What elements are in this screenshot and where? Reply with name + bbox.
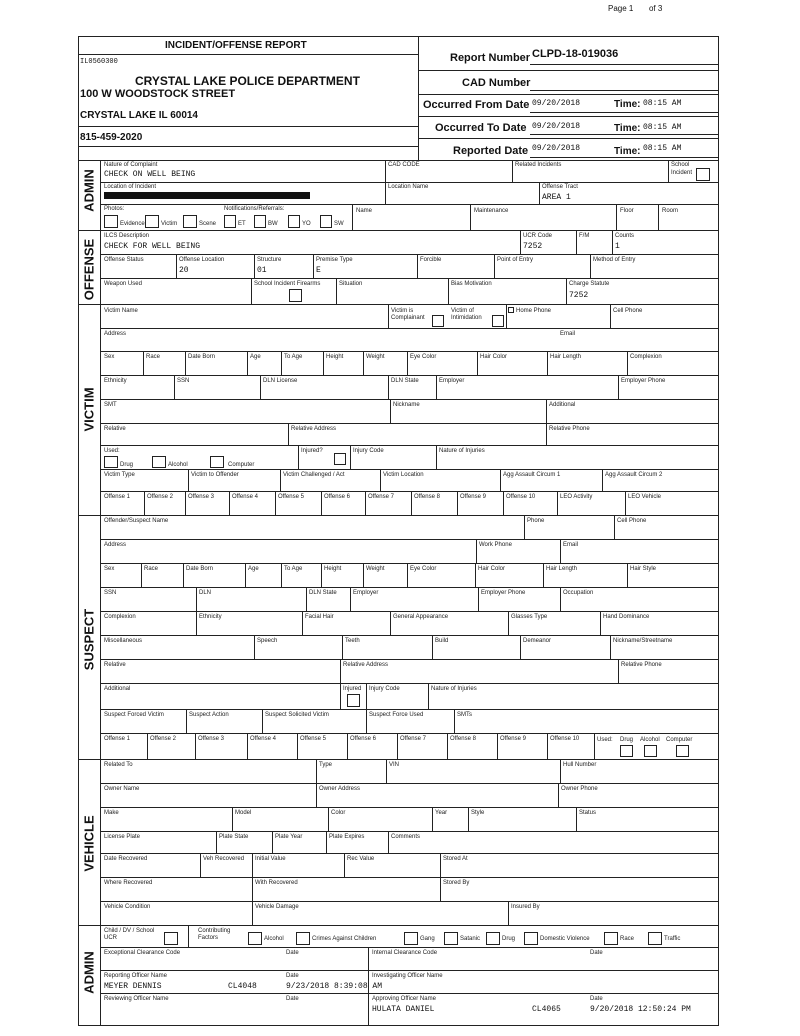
counts-value: 1 — [615, 242, 620, 251]
v-agg1-label: Agg Assault Circum 1 — [503, 472, 561, 478]
veh-status-label: Status — [579, 810, 597, 816]
home-phone-label: Home Phone — [516, 308, 552, 314]
offense-location-label: Offense Location — [179, 257, 225, 263]
s-general-app-label: General Appearance — [393, 614, 449, 620]
veh-where-recovered-label: Where Recovered — [104, 880, 153, 886]
reviewing-label: Reviewing Officer Name — [104, 996, 169, 1002]
victim-intim-checkbox[interactable] — [492, 315, 504, 327]
reporting-id: CL4048 — [228, 982, 257, 991]
factor-dv-label: Domestic Violence — [540, 936, 590, 942]
factor-children-label: Crimes Against Children — [312, 936, 377, 942]
related-label: Related Incidents — [515, 162, 562, 168]
photo-scene-checkbox[interactable] — [183, 215, 197, 228]
charge-label: Charge Statute — [569, 281, 610, 287]
premise-label: Premise Type — [316, 257, 353, 263]
factor-alcohol-label: Alcohol — [264, 936, 284, 942]
room-label: Room — [662, 208, 679, 214]
location-name-label: Location Name — [388, 184, 429, 190]
exceptional-label: Exceptional Clearance Code — [104, 950, 181, 956]
v-offense-label-1: Offense 1 — [104, 494, 130, 500]
s-offense-label-4: Offense 4 — [250, 736, 276, 742]
v-nature-injuries-label: Nature of Injuries — [439, 448, 485, 454]
s-row3-label-11: Hair Style — [630, 566, 657, 572]
v-injury-code-label: Injury Code — [353, 448, 384, 454]
veh-owner-name-label: Owner Name — [104, 786, 140, 792]
veh-owner-address-label: Owner Address — [319, 786, 361, 792]
v-offense-label-10: Offense 10 — [506, 494, 536, 500]
v-offense-label-11: LEO Activity — [560, 494, 593, 500]
section-admin-bottom: ADMIN — [81, 951, 97, 994]
page-number: Page 1 of 3 — [608, 4, 663, 13]
occurred-from-date: 09/20/2018 — [532, 99, 581, 108]
v-row3-label-7: Weight — [366, 354, 385, 360]
v-row3-label-6: Height — [326, 354, 344, 360]
v-victim-type-label: Victim Type — [104, 472, 135, 478]
internal-date-label: Date — [590, 950, 603, 956]
veh-related-label: Related To — [104, 762, 133, 768]
counts-label: Counts — [615, 233, 635, 239]
notif-sw-checkbox[interactable] — [320, 215, 332, 228]
victim-is-checkbox[interactable] — [432, 315, 444, 327]
reporting-name: MEYER DENNIS — [104, 982, 162, 991]
s-email-label: Email — [563, 542, 579, 548]
bias-label: Bias Motivation — [451, 281, 492, 287]
location-label: Location of Incident — [104, 184, 157, 190]
home-phone-checkbox[interactable] — [508, 307, 514, 313]
v-agg2-label: Agg Assault Circum 2 — [605, 472, 663, 478]
v-used-label: Used: — [104, 448, 120, 454]
veh-vin-label: VIN — [389, 762, 400, 768]
reported-date: 09/20/2018 — [532, 144, 581, 153]
offense-tract-label: Offense Tract — [542, 184, 578, 190]
factor-dv-checkbox[interactable] — [524, 932, 538, 945]
school-label: School — [671, 162, 690, 168]
victim-intim-label: Victim of Intimidation — [451, 308, 482, 321]
v-employer-phone-label: Employer Phone — [621, 378, 666, 384]
v-dln-state-label: DLN State — [391, 378, 419, 384]
v-victim-offender-label: Victim to Offender — [191, 472, 239, 478]
v-row3-label-5: To Age — [284, 354, 303, 360]
occurred-to-time-label: Time: — [614, 123, 641, 134]
victim-email-label: Email — [560, 331, 576, 337]
form-title: INCIDENT/OFFENSE REPORT — [165, 40, 307, 51]
v-offense-label-2: Offense 2 — [147, 494, 173, 500]
notif-bw-label: BW — [268, 221, 278, 227]
s-build-label: Build — [435, 638, 449, 644]
v-nickname-label: Nickname — [393, 402, 420, 408]
ori-number: IL0560300 — [80, 58, 118, 66]
v-used-alcohol-label: Alcohol — [168, 462, 188, 468]
exceptional-date-label: Date — [286, 950, 299, 956]
v-used-drug-label: Drug — [120, 462, 134, 468]
s-facial-hair-label: Facial Hair — [305, 614, 334, 620]
name-label: Name — [356, 208, 373, 214]
s-glasses-label: Glasses Type — [511, 614, 548, 620]
s-row3-label-8: Eye Color — [410, 566, 437, 572]
s-ethnicity-label: Ethnicity — [199, 614, 222, 620]
forcible-label: Forcible — [420, 257, 442, 263]
s-suspect-action-label: Suspect Action — [189, 712, 229, 718]
investigating-label: Investigating Officer Name — [372, 973, 443, 979]
v-used-computer-checkbox[interactable] — [210, 456, 224, 468]
s-teeth-label: Teeth — [345, 638, 360, 644]
veh-plate-year-label: Plate Year — [275, 834, 303, 840]
s-used-computer-checkbox[interactable] — [676, 745, 689, 757]
notif-et-label: ET — [238, 221, 246, 227]
veh-init-value-label: Initial Value — [255, 856, 286, 862]
v-row3-label-10: Hair Length — [550, 354, 582, 360]
s-nickname-label: Nickname/Streetname — [613, 638, 673, 644]
child-checkbox[interactable] — [164, 932, 178, 945]
s-relative-phone-label: Relative Phone — [621, 662, 662, 668]
photo-evidence-checkbox[interactable] — [104, 215, 118, 228]
section-suspect: SUSPECT — [81, 608, 97, 671]
s-relative-label: Relative — [104, 662, 126, 668]
v-ethnicity-label: Ethnicity — [104, 378, 127, 384]
s-offense-label-5: Offense 5 — [300, 736, 326, 742]
s-row3-label-9: Hair Color — [478, 566, 506, 572]
s-solicited-label: Suspect Solicited Victim — [265, 712, 329, 718]
agency-address2: CRYSTAL LAKE IL 60014 — [80, 110, 198, 121]
s-ssn-label: SSN — [104, 590, 117, 596]
ucr-value: 7252 — [523, 242, 543, 251]
ilcs-value: CHECK FOR WELL BEING — [104, 242, 201, 251]
victim-is-label: Victim is Complainant — [391, 308, 425, 321]
incident-label: Incident — [671, 170, 693, 176]
v-used-drug-checkbox[interactable] — [104, 456, 118, 468]
approving-name: HULATA DANIEL — [372, 1005, 435, 1014]
offense-status-label: Offense Status — [104, 257, 144, 263]
veh-date-recovered-label: Date Recovered — [104, 856, 148, 862]
v-offense-label-6: Offense 6 — [324, 494, 350, 500]
veh-hull-label: Hull Number — [563, 762, 597, 768]
v-offense-label-12: LEO Vehicle — [628, 494, 662, 500]
s-forced-victim-label: Suspect Forced Victim — [104, 712, 164, 718]
s-row3-label-6: Height — [324, 566, 342, 572]
section-vehicle: VEHICLE — [81, 815, 97, 872]
v-row3-label-9: Hair Color — [480, 354, 508, 360]
veh-insured-label: Insured By — [511, 904, 540, 910]
v-injured-checkbox[interactable] — [334, 453, 346, 465]
s-force-used-label: Suspect Force Used — [369, 712, 424, 718]
s-address-label: Address — [104, 542, 127, 548]
s-offense-label-1: Offense 1 — [104, 736, 130, 742]
v-offense-label-8: Offense 8 — [414, 494, 440, 500]
s-offense-label-7: Offense 7 — [400, 736, 426, 742]
v-offense-label-3: Offense 3 — [188, 494, 214, 500]
v-row3-label-11: Complexion — [630, 354, 662, 360]
agency-name: CRYSTAL LAKE POLICE DEPARTMENT — [135, 74, 360, 88]
s-smts-label: SMTs — [457, 712, 472, 718]
s-employer-phone-label: Employer Phone — [481, 590, 526, 596]
veh-stored-by-label: Stored By — [443, 880, 470, 886]
occurred-from-time-label: Time: — [614, 99, 641, 110]
v-smt-label: SMT — [104, 402, 117, 408]
notif-sw-label: SW — [334, 221, 344, 227]
occurred-from-label: Occurred From Date — [423, 99, 530, 111]
v-relative-address-label: Relative Address — [291, 426, 337, 432]
s-offense-label-9: Offense 9 — [500, 736, 526, 742]
factor-gang-checkbox[interactable] — [404, 932, 418, 945]
nature-value: CHECK ON WELL BEING — [104, 170, 196, 179]
notif-yo-label: YO — [302, 221, 311, 227]
s-used-label: Used: — [597, 737, 613, 743]
section-victim: VICTIM — [81, 387, 97, 432]
charge-value: 7252 — [569, 291, 589, 300]
s-injured-checkbox[interactable] — [347, 694, 360, 707]
s-offense-label-8: Offense 8 — [450, 736, 476, 742]
s-complexion-label: Complexion — [104, 614, 136, 620]
fm-label: F/M — [579, 233, 590, 239]
s-misc-label: Miscellaneous — [104, 638, 143, 644]
s-additional-label: Additional — [104, 686, 131, 692]
factor-satanic-checkbox[interactable] — [444, 932, 458, 945]
v-row3-label-2: Race — [146, 354, 161, 360]
notif-yo-checkbox[interactable] — [288, 215, 300, 228]
factor-drug-label: Drug — [502, 936, 516, 942]
agency-phone: 815-459-2020 — [80, 132, 143, 143]
s-row3-label-10: Hair Length — [546, 566, 578, 572]
factor-drug-checkbox[interactable] — [486, 932, 500, 945]
v-offense-label-9: Offense 9 — [460, 494, 486, 500]
ilcs-label: ILCS Description — [104, 233, 150, 239]
veh-plate-exp-label: Plate Expires — [329, 834, 365, 840]
section-offense: OFFENSE — [81, 238, 97, 301]
agency-address1: 100 W WOODSTOCK STREET — [80, 88, 236, 100]
school-firearms-checkbox[interactable] — [289, 289, 302, 302]
school-firearms-label: School Incident Firearms — [254, 281, 321, 287]
maintenance-label: Maintenance — [474, 208, 509, 214]
s-phone-label: Phone — [527, 518, 545, 524]
s-speech-label: Speech — [257, 638, 278, 644]
approving-date-label: Date — [590, 996, 603, 1002]
veh-model-label: Model — [235, 810, 252, 816]
s-row3-label-2: Race — [144, 566, 159, 572]
s-offense-label-3: Offense 3 — [198, 736, 224, 742]
s-dln-state-label: DLN State — [309, 590, 337, 596]
factor-race-label: Race — [620, 936, 635, 942]
v-injured-label: Injured? — [301, 448, 323, 454]
photos-label: Photos: — [104, 206, 125, 212]
reporting-date-label: Date — [286, 973, 299, 979]
structure-value: 01 — [257, 266, 267, 275]
s-work-phone-label: Work Phone — [479, 542, 512, 548]
s-nature-injuries-label: Nature of Injuries — [431, 686, 477, 692]
reported-label: Reported Date — [453, 145, 529, 157]
reported-time: 08:15 AM — [643, 144, 682, 153]
reporting-date: 9/23/2018 8:39:08 AM — [286, 982, 383, 991]
situation-label: Situation — [339, 281, 363, 287]
floor-label: Floor — [620, 208, 634, 214]
redaction-bar — [104, 192, 310, 199]
occurred-to-time: 08:15 AM — [643, 123, 682, 132]
s-used-computer-label: Computer — [666, 737, 693, 743]
v-relative-phone-label: Relative Phone — [549, 426, 590, 432]
s-name-label: Offender/Suspect Name — [104, 518, 169, 524]
v-offense-label-5: Offense 5 — [278, 494, 304, 500]
s-employer-label: Employer — [353, 590, 379, 596]
offense-location-value: 20 — [179, 266, 189, 275]
contributing-label: Contributing Factors — [198, 928, 231, 941]
veh-plate-state-label: Plate State — [219, 834, 249, 840]
nature-label: Nature of Complaint — [104, 162, 158, 168]
s-used-alcohol-checkbox[interactable] — [644, 745, 657, 757]
s-row3-label-7: Weight — [366, 566, 385, 572]
veh-make-label: Make — [104, 810, 119, 816]
method-entry-label: Method of Entry — [593, 257, 636, 263]
s-injury-code-label: Injury Code — [369, 686, 400, 692]
cell-phone-label: Cell Phone — [613, 308, 643, 314]
v-relative-label: Relative — [104, 426, 126, 432]
approving-id: CL4065 — [532, 1005, 561, 1014]
v-ssn-label: SSN — [177, 378, 190, 384]
v-row3-label-4: Age — [250, 354, 261, 360]
v-row3-label-1: Sex — [104, 354, 115, 360]
factor-traffic-label: Traffic — [664, 936, 681, 942]
s-cell-label: Cell Phone — [617, 518, 647, 524]
s-used-drug-checkbox[interactable] — [620, 745, 633, 757]
notif-et-checkbox[interactable] — [224, 215, 236, 228]
factor-gang-label: Gang — [420, 936, 435, 942]
s-hand-label: Hand Dominance — [603, 614, 650, 620]
factor-alcohol-checkbox[interactable] — [248, 932, 262, 945]
s-offense-label-6: Offense 6 — [350, 736, 376, 742]
v-row3-label-8: Eye Color — [410, 354, 437, 360]
weapon-label: Weapon Used — [104, 281, 142, 287]
veh-condition-label: Vehicle Condition — [104, 904, 151, 910]
s-dln-label: DLN — [199, 590, 212, 596]
veh-rec-value-label: Rec Value — [347, 856, 375, 862]
s-injured-label: Injured — [343, 686, 362, 692]
v-offense-label-4: Offense 4 — [232, 494, 258, 500]
v-offense-label-7: Offense 7 — [368, 494, 394, 500]
s-offense-label-10: Offense 10 — [550, 736, 580, 742]
s-offense-label-2: Offense 2 — [150, 736, 176, 742]
report-number: CLPD-18-019036 — [532, 48, 619, 60]
veh-veh-recovered-label: Veh Recovered — [203, 856, 245, 862]
veh-damage-label: Vehicle Damage — [255, 904, 299, 910]
factor-race-checkbox[interactable] — [604, 932, 618, 945]
premise-value: E — [316, 266, 321, 275]
victim-address-label: Address — [104, 331, 127, 337]
s-row3-label-5: To Age — [284, 566, 303, 572]
s-demeanor-label: Demeanor — [523, 638, 552, 644]
notifications-label: Notifications/Referrals: — [224, 206, 285, 212]
v-additional-label: Additional — [549, 402, 576, 408]
school-incident-checkbox[interactable] — [696, 168, 710, 181]
v-row3-label-3: Date Born — [188, 354, 216, 360]
veh-color-label: Color — [331, 810, 346, 816]
notif-bw-checkbox[interactable] — [254, 215, 266, 228]
point-entry-label: Point of Entry — [497, 257, 534, 263]
photo-scene-label: Scene — [199, 221, 217, 227]
occurred-from-time: 08:15 AM — [643, 99, 682, 108]
v-employer-label: Employer — [439, 378, 465, 384]
photo-victim-checkbox[interactable] — [145, 215, 159, 228]
factor-traffic-checkbox[interactable] — [648, 932, 662, 945]
reviewing-date-label: Date — [286, 996, 299, 1002]
s-used-alcohol-label: Alcohol — [640, 737, 660, 743]
veh-with-recovered-label: With Recovered — [255, 880, 298, 886]
structure-label: Structure — [257, 257, 282, 263]
reporting-label: Reporting Officer Name — [104, 973, 167, 979]
reported-time-label: Time: — [614, 146, 641, 157]
cad-number-label: CAD Number — [462, 77, 531, 89]
s-row3-label-4: Age — [248, 566, 259, 572]
approving-label: Approving Officer Name — [372, 996, 436, 1002]
veh-plate-label: License Plate — [104, 834, 141, 840]
child-label: Child / DV / School UCR — [104, 928, 155, 941]
v-used-alcohol-checkbox[interactable] — [152, 456, 166, 468]
s-row3-label-3: Date Born — [186, 566, 214, 572]
v-victim-challenged-label: Victim Challenged / Act — [283, 472, 345, 478]
offense-tract-value: AREA 1 — [542, 193, 571, 202]
veh-style-label: Style — [471, 810, 485, 816]
s-row3-label-1: Sex — [104, 566, 115, 572]
s-used-drug-label: Drug — [620, 737, 634, 743]
veh-owner-phone-label: Owner Phone — [561, 786, 598, 792]
veh-year-label: Year — [435, 810, 448, 816]
veh-type-label: Type — [319, 762, 333, 768]
section-admin: ADMIN — [81, 169, 97, 212]
occurred-to-date: 09/20/2018 — [532, 122, 581, 131]
occurred-to-label: Occurred To Date — [435, 122, 527, 134]
s-relative-address-label: Relative Address — [343, 662, 389, 668]
factor-children-checkbox[interactable] — [296, 932, 310, 945]
report-number-label: Report Number — [450, 52, 531, 64]
v-dln-label: DLN License — [263, 378, 298, 384]
cad-code-label: CAD CODE — [388, 162, 420, 168]
s-occupation-label: Occupation — [563, 590, 594, 596]
factor-satanic-label: Satanic — [460, 936, 481, 942]
photo-evidence-label: Evidence — [120, 221, 145, 227]
v-used-computer-label: Computer — [228, 462, 255, 468]
victim-name-label: Victim Name — [104, 308, 138, 314]
ucr-label: UCR Code — [523, 233, 553, 239]
photo-victim-label: Victim — [161, 221, 178, 227]
veh-comments-label: Comments — [391, 834, 421, 840]
internal-label: Internal Clearance Code — [372, 950, 438, 956]
veh-stored-at-label: Stored At — [443, 856, 468, 862]
approving-date: 9/20/2018 12:50:24 PM — [590, 1005, 691, 1014]
v-victim-location-label: Victim Location — [383, 472, 424, 478]
